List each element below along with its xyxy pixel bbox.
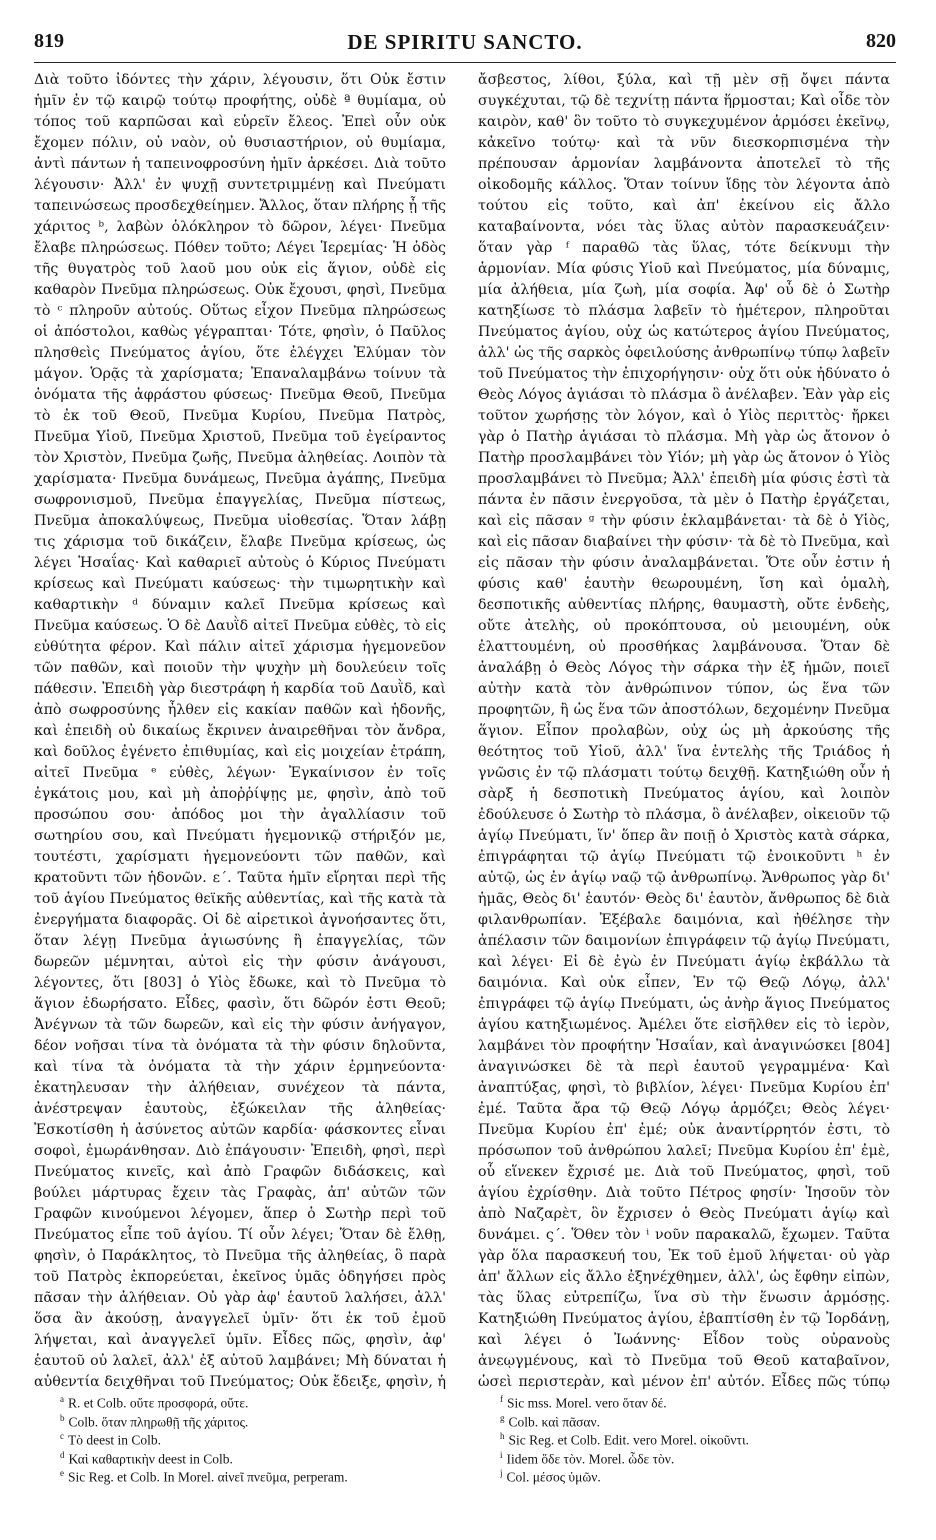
footnote-mark: g [500,1412,505,1423]
page-number-right: 820 [866,30,896,52]
footnote-mark: j [500,1468,503,1478]
page-number-left: 819 [34,30,64,52]
footnote-text: Colb. ὅταν πληρωθῇ τῆς χάριτος. [68,1414,249,1429]
footnote [60,1411,472,1430]
running-header [34,28,896,63]
footnote [60,1429,472,1448]
footnotes-right [500,1392,912,1485]
footnote-text: R. et Colb. οὔτε προσφορά, οὔτε. [68,1395,249,1411]
footnote [60,1392,472,1411]
footnote-mark: e [60,1468,64,1478]
footnote-text: Sic mss. Morel. vero ὅταν δέ. [507,1395,667,1411]
footnote-text: Sic Reg. et Colb. Edit. vero Morel. οἰκοῦντι. [508,1432,749,1448]
footnote [60,1448,472,1467]
footnote-mark: c [60,1431,64,1441]
footnotes-left [60,1392,472,1485]
footnote-mark: h [500,1431,505,1441]
footnote-text: Sic Reg. et Colb. In Morel. αἰνεῖ πνεῦμα, perperam. [68,1469,348,1485]
footnote [500,1392,912,1411]
footnote [60,1466,472,1485]
footnote-mark: f [500,1394,503,1404]
footnote-text: Καὶ καθαρτικὴν deest in Colb. [68,1451,233,1466]
footnote-mark: i [500,1449,503,1460]
left-column-text: Διὰ τοῦτο ἰδόντες τὴν χάριν, λέγουσιν, ὅτι Οὐκ ἔστιν ἡμῖν ἐν τῷ καιρῷ τούτῳ προφήτης, οὐδὲ ª θυμίαμα, οὐ τόπος τοῦ καρπῶσαι καὶ εὑρεῖν ἔλεος. Ἐπεὶ οὖν οὐκ ἔχομεν πόλιν, οὐ ναὸν, οὐ θυσιαστήριον, οὐ θυμίαμα, ἀντὶ πάντων ἡ ταπεινοφροσύνη ἡμῖν ἀρκέσει. Διὰ τοῦτο λέγουσιν· Ἀλλ' ἐν ψυχῇ συντετριμμένῃ καὶ Πνεύματι ταπεινώσεως προσδεχθείημεν. Ἄλλος, ὅταν πλήρης ᾖ τῆς χάριτος ᵇ, λαβὼν ὁλόκληρον τὸ δῶρον, λέγει· Πνεῦμα ἔλαβε πληρώσεως. Πόθεν τοῦτο; Λέγει Ἱερεμίας· Ἡ ὁδὸς τῆς θυγατρὸς τοῦ λαοῦ μου οὐκ εἰς ἅγιον, οὐδὲ εἰς καθαρὸν Πνεῦμα πληρώσεως. Οὐκ ἔχουσι, φησὶ, Πνεῦμα τὸ ᶜ πληροῦν αὐτούς. Οὕτως εἶχον Πνεῦμα πληρώσεως οἱ ἀπόστολοι, καθὼς γέγραπται· Τότε, φησὶν, ὁ Παῦλος πλησθεὶς Πνεύματος ἁγίου, ὅτε ἐλέγχει Ἐλύμαν τὸν μάγον. Ὁρᾷς τὰ χαρίσματα; Ἐπαναλαμβάνω τοίνυν τὰ ὀνόματα τῆς ἀφράστου φύσεως· Πνεῦμα Θεοῦ, Πνεῦμα τὸ ἐκ τοῦ Θεοῦ, Πνεῦμα Κυρίου, Πνεῦμα Πατρὸς, Πνεῦμα Υἱοῦ, Πνεῦμα Χριστοῦ, Πνεῦμα τοῦ ἐγείραντος τὸν Χριστὸν, Πνεῦμα ζωῆς, Πνεῦμα ἀληθείας. Λοιπὸν τὰ χαρίσματα· Πνεῦμα δυνάμεως, Πνεῦμα ἀγάπης, Πνεῦμα σωφρονισμοῦ, Πνεῦμα ἐπαγγελίας, Πνεῦμα πίστεως, Πνεῦμα ἀποκαλύψεως, Πνεῦμα υἱοθεσίας. Ὅταν λάβῃ τις χάρισμα τοῦ δικάζειν, ἔλαβε Πνεῦμα κρίσεως, ὡς λέγει Ἡσαΐας· Καὶ καθαριεῖ αὐτοὺς ὁ Κύριος Πνεύματι κρίσεως καὶ Πνεύματι καύσεως· τὴν τιμωρητικὴν καὶ καθαρτικὴν ᵈ δύναμιν καλεῖ Πνεῦμα κρίσεως καὶ Πνεῦμα καύσεως. Ὁ δὲ Δαυῒδ αἰτεῖ Πνεῦμα εὐθὲς, τὸ εἰς εὐθύτητα φέρον. Καὶ πάλιν αἰτεῖ χάρισμα ἡγεμονεῦον τῶν παθῶν, καὶ ποιοῦν τὴν ψυχὴν μὴ δουλεύειν τοῖς πάθεσιν. Ἐπειδὴ γὰρ διεστράφη ἡ καρδία τοῦ Δαυῒδ, καὶ ἀπὸ σωφροσύνης ἦλθεν εἰς κακίαν παθῶν καὶ ἡδονῆς, καὶ ἐπειδὴ οὐ δικαίως ἔκρινεν ἀναιρεθῆναι τὸν ἄνδρα, καὶ δοῦλος ἐγένετο ἐπιθυμίας, καὶ εἰς μοιχείαν ἐτράπη, αἰτεῖ Πνεῦμα ᵉ εὐθὲς, λέγων· Ἐγκαίνισον ἐν τοῖς ἐγκάτοις μου, καὶ μὴ ἀποῤῥίψῃς με, φησὶν, ἀπὸ τοῦ προσώπου σου· ἀπόδος μοι τὴν ἀγαλλίασιν τοῦ σωτηρίου σου, καὶ Πνεύματι ἡγεμονικῷ στήριξόν με, τουτέστι, χαρίσματι ἡγεμονεύοντι τῶν παθῶν, καὶ κρατοῦντι τῶν ἡδονῶν. ε΄. Ταῦτα ἡμῖν εἴρηται περὶ τῆς τοῦ ἁγίου Πνεύματος θεϊκῆς αὐθεντίας, καὶ τῆς κατὰ τὰ ἐνεργήματα διαφορᾶς. Οἱ δὲ αἱρετικοὶ ἀγνοήσαντες ὅτι, ὅταν λέγῃ Πνεῦμα ἁγιωσύνης ἢ ἐπαγγελίας, τῶν δωρεῶν μέμνηται, αὐτοὶ εἰς τὴν φύσιν ἀνάγουσι, λέγοντες, ὅτι [803] ὁ Υἱὸς ἔδωκε, καὶ τὸ Πνεῦμα τὸ ἅγιον ἐδωρήσατο. Εἶδες, φασὶν, ὅτι δῶρόν ἐστι Θεοῦ; Ἀνέγνων τὰ τῶν δωρεῶν, καὶ εἰς τὴν φύσιν ἀνήγαγον, δέον νοῆσαι τίνα τὰ ὀνόματα τὰ τὴν φύσιν δηλοῦντα, καὶ τίνα τὰ ὀνόματα τὰ τὴν χάριν ἑρμηνεύοντα· ἐκατηλευσαν τὴν ἀλήθειαν, συνέχεον τὰ πάντα, ἀνέστρεψαν ἑαυτοὺς, ἐξώκειλαν τῆς ἀληθείας· Ἐσκοτίσθη ἡ ἀσύνετος αὐτῶν καρδία· φάσκοντες εἶναι σοφοὶ, ἐμωράνθησαν. Διὸ ἐπάγουσιν· Ἐπειδὴ, φησὶ, περὶ Πνεύματος κινεῖς, καὶ ἀπὸ Γραφῶν διδάσκεις, καὶ βούλει μάρτυρας ἔχειν τὰς Γραφὰς, ἀπ' αὐτῶν τῶν Γραφῶν κινούμενοι λέγομεν, ἅπερ ὁ Σωτὴρ περὶ τοῦ Πνεύματος εἶπε τοῦ ἁγίου. Τί οὖν λέγει; Ὅταν δὲ ἔλθῃ, φησὶν, ὁ Παράκλητος, τὸ Πνεῦμα τῆς ἀληθείας, ὃ παρὰ τοῦ Πατρὸς ἐκπορεύεται, ἐκεῖνος ὑμᾶς ὁδηγήσει πρὸς πᾶσαν τὴν ἀλήθειαν. Οὐ γὰρ ἀφ' ἑαυτοῦ λαλήσει, ἀλλ' ὅσα ἂν ἀκούσῃ, ἀναγγελεῖ ὑμῖν· ὅτι ἐκ τοῦ ἐμοῦ λήψεται, καὶ ἀναγγελεῖ ὑμῖν. Εἶδες πῶς, φησὶν, ἀφ' ἑαυτοῦ οὐ λαλεῖ, ἀλλ' ἐξ αὐτοῦ λαμβάνει; Μὴ δύναται ἡ αὐθεντία δειχθῆναι τοῦ Πνεύματος; Οὐκ ἔδειξε, φησὶν, ἡ [34,72,446,1390]
footnote-mark: a [60,1394,64,1404]
footnote [500,1429,912,1448]
footnote [500,1448,912,1467]
right-column-text: ἄσβεστος, λίθοι, ξύλα, καὶ τῇ μὲν σῇ ὄψει πάντα συγκέχυται, τῷ δὲ τεχνίτῃ πάντα ἥρμοσται; Καὶ οἶδε τὸν καιρὸν, καθ' ὃν τοῦτο τὸ συγκεχυμένον ἁρμόσει ἐκεῖνῳ, κἀκεῖνο τούτῳ· καὶ τὰ νῦν διεσκορπισμένα τὴν πρέπουσαν ἁρμονίαν λαμβάνοντα ἀποτελεῖ τὸ τῆς οἰκοδομῆς κάλλος. Ὅταν τοίνυν ἴδῃς τὸν λέγοντα ἀπὸ τούτου εἰς τοῦτο, καὶ ἀπ' ἐκείνου εἰς ἄλλο καταβαίνοντα, νόει τὰς ὕλας αὐτὸν παρασκευάζειν· ὅταν γὰρ ᶠ παραθῶ τὰς ὕλας, τότε δείκνυμι τὴν ἁρμονίαν. Μία φύσις Υἱοῦ καὶ Πνεύματος, μία δύναμις, μία ἀλήθεια, μία ζωὴ, μία σοφία. Ἀφ' οὗ δὲ ὁ Σωτὴρ κατηξίωσε τὸ πλάσμα λαβεῖν τὸ ἡμέτερον, πληροῦται Πνεύματος ἁγίου, οὐχ ὡς κατώτερος ἁγίου Πνεύματος, ἀλλ' ὡς τῆς σαρκὸς ὀφειλούσης ἀνθρωπίνῳ τύπῳ λαβεῖν τοῦ Πνεύματος τὴν ἐπιχορήγησιν· οὐχ ὅτι οὐκ ἠδύνατο ὁ Θεὸς Λόγος ἁγιάσαι τὸ πλάσμα ὃ ἀνέλαβεν. Ἐὰν γὰρ εἰς τοῦτον χωρήσῃς τὸν λόγον, καὶ ὁ Υἱὸς περιττὸς· ἤρκει γὰρ ὁ Πατὴρ ἁγιάσαι τὸ πλάσμα. Μὴ γὰρ ὡς ἄτονον ὁ Πατὴρ προσλαμβάνει τὸν Υἱόν; μὴ γὰρ ὡς ἄτονον ὁ Υἱὸς προσλαμβάνει τὸ Πνεῦμα; Ἀλλ' ἐπειδὴ μία φύσις ἐστὶ τὰ πάντα ἐν πᾶσιν ἐνεργοῦσα, τὰ μὲν ὁ Πατὴρ ἐργάζεται, καὶ εἰς πᾶσαν ᵍ τὴν φύσιν ἐκλαμβάνεται· τὰ δὲ ὁ Υἱὸς, καὶ εἰς πᾶσαν διαβαίνει τὴν φύσιν· τὰ δὲ τὸ Πνεῦμα, καὶ εἰς πᾶσαν τὴν φύσιν ἀναλαμβάνεται. Ὅτε οὖν ἐστιν ἡ φύσις καθ' ἑαυτὴν θεωρουμένη, ἴση καὶ ὁμαλὴ, δεσποτικῆς αὐθεντίας πλήρης, θαυμαστὴ, οὔτε ἐνδεὴς, οὔτε ἀτελὴς, οὐ προκόπτουσα, οὐ μειουμένη, οὐκ ἐλαττουμένη, οὐ προσθήκας λαμβάνουσα. Ὅταν δὲ ἀναλάβῃ ὁ Θεὸς Λόγος τὴν σάρκα τὴν ἐξ ἡμῶν, ποιεῖ αὐτὴν κατὰ τὸν ἀνθρώπινον τύπον, ὡς ἕνα τῶν προφητῶν, ἢ ὡς ἕνα τῶν ἀποστόλων, δεχομένην Πνεῦμα ἅγιον. Εἶπον προλαβὼν, οὐχ ὡς μὴ ἀρκούσης τῆς θεότητος τοῦ Υἱοῦ, ἀλλ' ἵνα ἐντελὴς τῆς Τριάδος ἡ γνῶσις ἐν τῷ πλάσματι τούτῳ δειχθῇ. Κατηξιώθη οὖν ἡ σὰρξ ἡ δεσποτικὴ Πνεύματος ἁγίου, καὶ λοιπὸν ἐδούλευσε ὁ Σωτὴρ τὸ πλάσμα, ὃ ἀνέλαβεν, οἰκειοῦν τῷ ἁγίῳ Πνεύματι, ἵν' ὅπερ ἂν ποιῇ ὁ Χριστὸς κατὰ σάρκα, ἐπιγράφηται τῷ ἁγίῳ Πνεύματι τῷ ἐνοικοῦντι ʰ ἐν αὐτῷ, ὡς ἐν ἁγίῳ ναῷ τῷ ἀνθρωπίνῳ. Ἄνθρωπος γὰρ δι' ἡμᾶς, Θεὸς δι' ἑαυτόν· Θεὸς δι' ἑαυτὸν, ἄνθρωπος δὲ διὰ φιλανθρωπίαν. Ἐξέβαλε δαιμόνια, καὶ ἠθέλησε τὴν ἀπέλασιν τῶν δαιμονίων ἐπιγράφειν τῷ ἁγίῳ Πνεύματι, καὶ λέγει· Εἰ δὲ ἐγὼ ἐν Πνεύματι ἁγίῳ ἐκβάλλω τὰ δαιμόνια. Καὶ οὐκ εἶπεν, Ἐν τῷ Θεῷ Λόγῳ, ἀλλ' ἐπιγράφει τῷ ἁγίῳ Πνεύματι, ὡς ἀνὴρ ἅγιος Πνεύματος ἁγίου κατηξιωμένος. Ἀμέλει ὅτε εἰσῆλθεν εἰς τὸ ἱερὸν, λαμβάνει τὸν προφήτην Ἡσαΐαν, καὶ ἀναγινώσκει [804] ἀναγινώσκει δὲ τὰ περὶ ἑαυτοῦ γεγραμμένα· Καὶ ἀναπτύξας, φησὶ, τὸ βιβλίον, λέγει· Πνεῦμα Κυρίου ἐπ' ἐμέ. Ταῦτα ἄρα τῷ Θεῷ Λόγῳ ἁρμόζει; Θεὸς λέγει· Πνεῦμα Κυρίου ἐπ' ἐμέ; οὐκ ἀναντίρρητόν ἐστι, τὸ πρόσωπον τοῦ ἀνθρώπου λαλεῖ; Πνεῦμα Κυρίου ἐπ' ἐμὲ, οὗ εἵνεκεν ἔχρισέ με. Διὰ τοῦ Πνεύματος, φησὶ, τοῦ ἁγίου ἐχρίσθην. Διὰ τοῦτο Πέτρος φησίν· Ἰησοῦν τὸν ἀπὸ Ναζαρὲτ, ὃν ἔχρισεν ὁ Θεὸς Πνεύματι ἁγίῳ καὶ δυνάμει. ς΄. Ὅθεν τὸν ⁱ νοῦν παρακαλῶ, ἔχωμεν. Ταῦτα γὰρ ὅλα παρασκευή του, Ἐκ τοῦ ἐμοῦ λήψεται· οὐ γὰρ ἀπ' ἄλλων εἰς ἄλλο ἐξηνέχθημεν, ἀλλ', ὡς ἔφθην εἰπὼν, τὰς ὕλας εὐτρεπίζω, ἵνα σὺ τὴν ἕνωσιν ἁρμόσῃς. Κατηξιώθη Πνεύματος ἁγίου, ἐβαπτίσθη ἐν τῷ Ἰορδάνῃ, καὶ λέγει ὁ Ἰωάννης· Εἶδον τοὺς οὐρανοὺς ἀνεῳγμένους, καὶ τὸ Πνεῦμα τοῦ Θεοῦ καταβαῖνον, ὡσεὶ περιστερὰν, καὶ μένον ἐπ' αὐτόν. Εἶδες πῶς τύπῳ [478,72,890,1390]
footnote-mark: b [60,1412,65,1423]
footnote [500,1466,912,1485]
footnote-text: Col. μέσος ὑμῶν. [506,1469,601,1485]
footnote-text: Iidem ὅδε τὸν. Morel. ὧδε τὸν. [506,1451,675,1466]
running-title: DE SPIRITU SANCTO. [347,30,583,54]
footnote [500,1411,912,1430]
footnote-text: Τὸ deest in Colb. [68,1432,161,1448]
footnote-text: Colb. καὶ πᾶσαν. [508,1414,600,1429]
footnote-mark: d [60,1449,65,1460]
